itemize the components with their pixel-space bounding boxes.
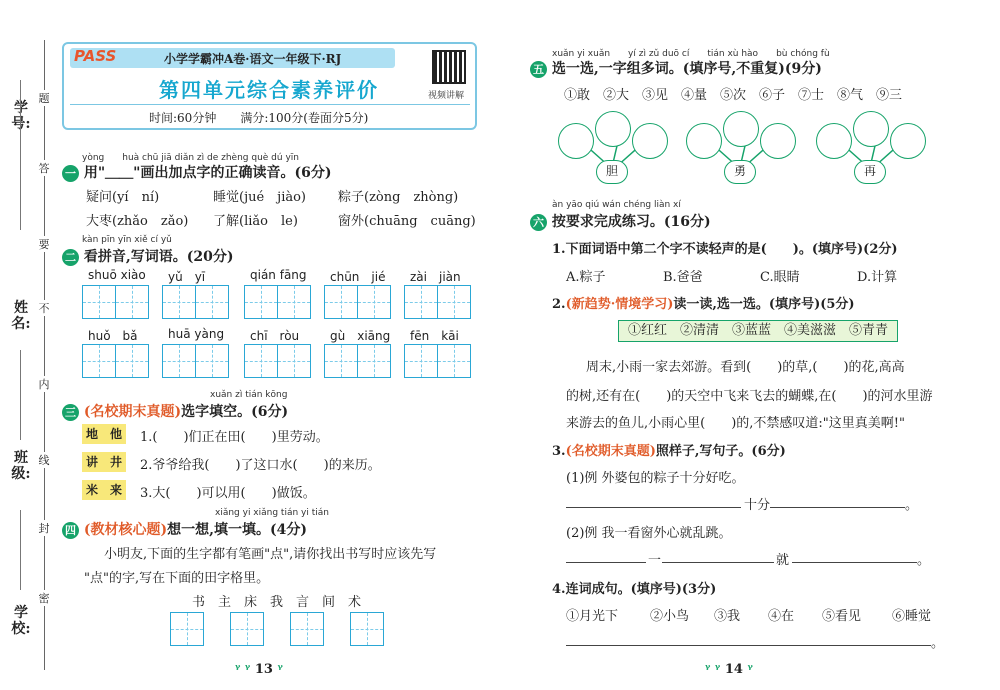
class-line — [20, 510, 21, 590]
number-line — [20, 80, 21, 230]
s2-writing-box[interactable] — [195, 285, 229, 319]
s4-box-1[interactable] — [170, 612, 204, 646]
s5-center-2: 勇 — [724, 160, 756, 184]
s1-item-6: 窗外(chuāng cuāng) — [338, 214, 476, 229]
s2-pinyin-label: huā yàng — [168, 327, 225, 341]
s2-writing-box[interactable] — [162, 285, 196, 319]
seal-char: 答 — [36, 160, 52, 176]
s6-q2-text: 读一读,选一选。(填序号)(5分) — [673, 297, 855, 312]
s6-q4-opt-6: ⑥睡觉 — [892, 609, 932, 624]
seal-char: 密 — [36, 590, 52, 606]
seal-char: 线 — [36, 452, 52, 468]
s6-q3-answer-1a[interactable] — [566, 507, 741, 508]
s5-options: ①敢 ②大 ③见 ④量 ⑤次 ⑥子 ⑦士 ⑧气 ⑨三 — [564, 88, 903, 103]
s2-title: 看拼音,写词语。(20分) — [83, 249, 234, 265]
s4-header — [62, 519, 307, 539]
header-divider — [70, 104, 470, 105]
binding-line — [44, 40, 45, 670]
s2-pinyin-label: gù xiāng — [330, 329, 391, 343]
s2-writing-box[interactable] — [115, 344, 149, 378]
s1-item-4: 大枣(zhǎo zǎo) — [86, 214, 189, 229]
s3-header — [62, 401, 288, 421]
s1-item-3: 粽子(zòng zhòng) — [338, 190, 459, 205]
s6-q3: 3.(名校期末真题)照样子,写句子。(6分) — [552, 444, 786, 459]
s5-web2-circle-1[interactable] — [686, 123, 722, 159]
school-label: 学校: — [11, 605, 31, 637]
s2-writing-box[interactable] — [357, 344, 391, 378]
pass-logo: PASS — [74, 47, 117, 65]
s4-text-2: "点"的字,写在下面的田字格里。 — [84, 571, 270, 586]
s2-pinyin: kàn pīn yīn xiě cí yǔ — [82, 235, 172, 245]
class-label: 班级: — [11, 450, 31, 482]
s2-pinyin-label: shuō xiào — [88, 268, 146, 282]
s1-item-1: 疑问(yí ní) — [86, 190, 160, 205]
s5-pinyin: xuǎn yi xuǎn yí zì zǔ duō cí tián xù hào bù chóng fù — [552, 49, 830, 59]
s6-q3-answer-2b[interactable] — [662, 562, 774, 563]
s1-number: 一 — [62, 165, 79, 182]
s6-q1-opt-a: A.粽子 — [566, 270, 606, 285]
s4-box-2[interactable] — [230, 612, 264, 646]
s3-text-3: 3.大( )可以用( )做饭。 — [140, 486, 316, 501]
s4-number: 四 — [62, 522, 79, 539]
s2-pinyin-label: yǔ yī — [168, 270, 206, 284]
seal-char: 题 — [36, 90, 52, 106]
s6-q1-opt-c: C.眼睛 — [760, 270, 800, 285]
s2-pinyin-label: chī ròu — [250, 329, 300, 343]
s1-header — [62, 162, 331, 182]
s3-chars-1: 地 他 — [82, 424, 126, 444]
s6-q3-period-1: 。 — [905, 498, 919, 513]
s6-q4-opt-5: ⑤看见 — [822, 609, 862, 624]
s6-q4-answer-line[interactable] — [566, 645, 931, 646]
s4-chars: 书 主 床 我 言 间 术 — [192, 595, 362, 610]
s3-number: 三 — [62, 404, 79, 421]
s6-q3-period-2: 。 — [917, 553, 931, 568]
s2-pinyin-label: chūn jié — [330, 270, 386, 284]
seal-char: 不 — [36, 300, 52, 316]
s6-header — [530, 211, 711, 231]
s2-pinyin-label: fēn kāi — [410, 329, 459, 343]
s4-box-3[interactable] — [290, 612, 324, 646]
s5-number: 五 — [530, 61, 547, 78]
s6-q3-answer-1b[interactable] — [770, 507, 905, 508]
s5-web1-circle-2[interactable] — [595, 111, 631, 147]
s3-chars-3: 米 来 — [82, 480, 126, 500]
s6-q1-opt-d: D.计算 — [857, 270, 898, 285]
s6-q3-key-2: 一 — [648, 553, 662, 568]
s2-writing-box[interactable] — [115, 285, 149, 319]
s2-writing-box[interactable] — [82, 344, 116, 378]
s6-q1: 1.下面词语中第二个字不读轻声的是( )。(填序号)(2分) — [552, 242, 898, 257]
s6-q3-answer-2c[interactable] — [792, 562, 917, 563]
s2-header — [62, 246, 233, 266]
s5-header — [530, 58, 822, 78]
s6-q2-line-2: 的树,还有在( )的天空中飞来飞去的蝴蝶,在( )的河水里游 — [566, 389, 933, 404]
s2-number: 二 — [62, 249, 79, 266]
name-label: 姓名: — [11, 300, 31, 332]
s3-text-2: 2.爷爷给我( )了这口水( )的来历。 — [140, 458, 381, 473]
s5-web1-circle-1[interactable] — [558, 123, 594, 159]
s5-web3-circle-3[interactable] — [890, 123, 926, 159]
s2-writing-box[interactable] — [357, 285, 391, 319]
s6-q3-answer-2a[interactable] — [566, 562, 646, 563]
s2-writing-box[interactable] — [277, 285, 311, 319]
s2-writing-box[interactable] — [404, 285, 438, 319]
s2-writing-box[interactable] — [195, 344, 229, 378]
s6-q3-example-1: (1)例 外婆包的粽子十分好吃。 — [566, 471, 745, 486]
number-label: 学号: — [11, 100, 31, 132]
s6-q2-line-3: 来游去的鱼儿,小雨心里( )的,不禁感叹道:"这里真美啊!" — [566, 416, 905, 431]
s2-writing-box[interactable] — [404, 344, 438, 378]
s5-center-3: 再 — [854, 160, 886, 184]
s1-title: 用"＿＿"画出加点字的正确读音。(6分) — [83, 165, 332, 181]
s2-pinyin-label: qián fāng — [250, 268, 307, 282]
s2-pinyin-label: zài jiàn — [410, 270, 461, 284]
exam-info: 时间:60分钟 满分:100分(卷面分5分) — [149, 111, 369, 125]
seal-char: 要 — [36, 236, 52, 252]
s4-tag: (教材核心题) — [83, 522, 168, 538]
s1-pinyin: yòng huà chū jiā diǎn zì de zhèng què dú yīn — [82, 153, 299, 163]
s6-pinyin: àn yāo qiú wán chéng liàn xí — [552, 200, 681, 210]
s6-q4: 4.连词成句。(填序号)(3分) — [552, 582, 717, 597]
seal-char: 内 — [36, 376, 52, 392]
s2-writing-box[interactable] — [82, 285, 116, 319]
s2-pinyin-label: huǒ bǎ — [88, 329, 138, 343]
page-number-left: ᵞ ᵞ 13 ᵞ — [235, 662, 283, 677]
s6-q3-tag: (名校期末真题) — [565, 444, 656, 459]
page-title: 第四单元综合素养评价 — [159, 78, 379, 102]
s6-q2-tag: (新趋势·情境学习) — [565, 297, 674, 312]
s4-pinyin: xiǎng yi xiǎng tián yi tián — [215, 508, 329, 518]
s2-writing-box[interactable] — [162, 344, 196, 378]
name-line — [20, 350, 21, 440]
s6-title: 按要求完成练习。(16分) — [551, 214, 711, 230]
s3-title: 选字填空。(6分) — [181, 404, 289, 420]
s3-chars-2: 讲 井 — [82, 452, 126, 472]
s2-writing-box[interactable] — [437, 285, 471, 319]
s5-web2-circle-2[interactable] — [723, 111, 759, 147]
s6-q2: 2.(新趋势·情境学习)读一读,选一选。(填序号)(5分) — [552, 297, 855, 312]
s6-q1-opt-b: B.爸爸 — [663, 270, 703, 285]
s5-web1-circle-3[interactable] — [632, 123, 668, 159]
s6-q4-opt-4: ④在 — [768, 609, 795, 624]
s6-q2-options: ①红红 ②清清 ③蓝蓝 ④美滋滋 ⑤青青 — [618, 320, 898, 342]
s1-item-2: 睡觉(jué jiào) — [213, 190, 307, 205]
s6-number: 六 — [530, 214, 547, 231]
s6-q3-example-2: (2)例 我一看窗外心就乱跳。 — [566, 526, 732, 541]
s2-writing-box[interactable] — [244, 285, 278, 319]
s2-writing-box[interactable] — [324, 285, 358, 319]
s6-q4-opt-1: ①月光下 — [566, 609, 619, 624]
s3-text-1: 1.( )们正在田( )里劳动。 — [140, 430, 329, 445]
series-name: 小学学霸冲A卷·语文一年级下·RJ — [164, 52, 342, 66]
s5-title: 选一选,一字组多词。(填序号,不重复)(9分) — [551, 61, 822, 77]
s1-item-5: 了解(liǎo le) — [213, 214, 298, 229]
s6-q4-opt-3: ③我 — [714, 609, 741, 624]
header-box — [62, 42, 477, 130]
s6-q4-opt-2: ②小鸟 — [650, 609, 690, 624]
s3-tag: (名校期末真题) — [83, 404, 182, 420]
s2-writing-box[interactable] — [244, 344, 278, 378]
seal-char: 封 — [36, 520, 52, 536]
s2-writing-box[interactable] — [277, 344, 311, 378]
s2-writing-box[interactable] — [437, 344, 471, 378]
page-number-right: ᵞ ᵞ 14 ᵞ — [705, 662, 753, 677]
s6-q3-text: 照样子,写句子。(6分) — [655, 444, 786, 459]
s4-text-1: 小明友,下面的生字都有笔画"点",请你找出书写时应该先写 — [104, 547, 437, 562]
s6-q2-line-1: 周末,小雨一家去郊游。看到( )的草,( )的花,高高 — [586, 360, 905, 375]
s5-web3-circle-1[interactable] — [816, 123, 852, 159]
qr-code-icon[interactable] — [432, 50, 466, 84]
s6-q3-key-3: 就 — [776, 553, 790, 568]
s6-q3-key-1: 十分 — [744, 498, 771, 513]
s5-center-1: 胆 — [596, 160, 628, 184]
s4-title: 想一想,填一填。(4分) — [167, 522, 307, 538]
s5-web2-circle-3[interactable] — [760, 123, 796, 159]
s2-writing-box[interactable] — [324, 344, 358, 378]
qr-caption: 视频讲解 — [428, 91, 465, 101]
s4-box-4[interactable] — [350, 612, 384, 646]
s6-q4-period: 。 — [931, 636, 945, 651]
s5-web3-circle-2[interactable] — [853, 111, 889, 147]
s3-pinyin: xuǎn zì tián kōng — [210, 390, 288, 400]
